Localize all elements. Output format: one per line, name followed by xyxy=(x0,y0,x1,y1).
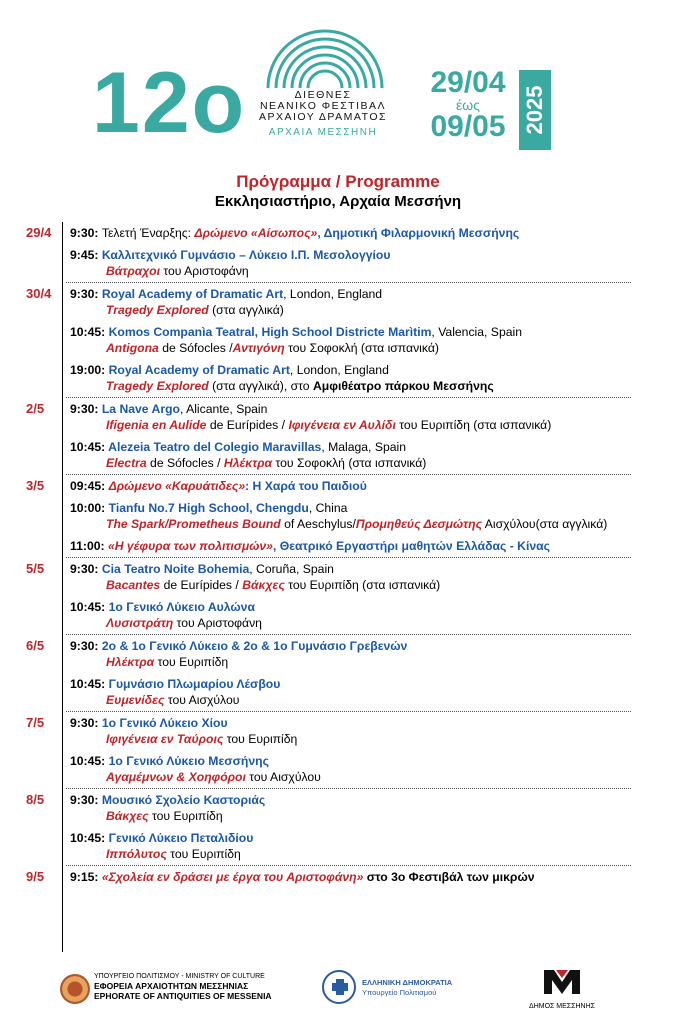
event-play-line xyxy=(70,654,631,670)
day-block xyxy=(26,558,631,635)
schedule-event xyxy=(66,436,631,474)
event-text: Βάκχες xyxy=(106,809,149,823)
event-play-line xyxy=(70,455,631,471)
event-line xyxy=(70,478,631,494)
ephorate-english: EPHORATE OF ANTIQUITIES OF MESSENIA xyxy=(94,991,272,1001)
schedule-event xyxy=(66,535,631,557)
event-play-line xyxy=(70,846,631,862)
schedule-event xyxy=(66,398,631,436)
event-text: The Spark/Prometheus Bound xyxy=(106,517,281,531)
event-text: Αγαμέμνων & Χοηφόροι xyxy=(106,770,246,784)
event-text: Electra xyxy=(106,456,147,470)
event-text: , Δημοτική Φιλαρμονική Μεσσήνης xyxy=(317,226,520,240)
festival-header xyxy=(0,0,676,160)
event-text: Alezeia Teatro del Colegio Maravillas xyxy=(108,440,322,454)
festival-dates xyxy=(416,68,520,142)
event-line xyxy=(70,792,631,808)
event-play-line xyxy=(70,302,631,318)
event-text: 11:00: xyxy=(70,539,108,553)
schedule-event xyxy=(66,359,631,397)
event-text: 1ο Γενικό Λύκειο Αυλώνα xyxy=(108,600,255,614)
event-line xyxy=(70,324,631,340)
day-block xyxy=(26,635,631,712)
event-text: στο 3ο Φεστιβάλ των μικρών xyxy=(363,870,535,884)
event-text: 9:15: xyxy=(70,870,102,884)
event-text: Antigona xyxy=(106,341,159,355)
event-text: του Ευριπίδη xyxy=(154,655,229,669)
schedule-event xyxy=(66,750,631,788)
day-label: 8/5 xyxy=(26,792,45,807)
edition-number: 12ο xyxy=(92,55,247,151)
event-text: του Ευριπίδη (στα ισπανικά) xyxy=(395,418,552,432)
event-text: Δρώμενο «Καρυάτιδες» xyxy=(108,479,246,493)
event-text: 9:30: xyxy=(70,793,102,807)
schedule-event xyxy=(66,789,631,827)
festival-line-2: ΝΕΑΝΙΚΟ ΦΕΣΤΙΒΑΛ xyxy=(259,100,387,112)
event-text: «Σχολεία εν δράσει με έργα του Αριστοφάνη» xyxy=(101,870,364,884)
schedule-event xyxy=(66,827,631,865)
event-text: του Αισχύλου xyxy=(245,770,321,784)
event-text: Αμφιθέατρο πάρκου Μεσσήνης xyxy=(312,379,494,393)
event-play-line xyxy=(70,417,631,433)
event-text: του Αριστοφάνη xyxy=(173,616,262,630)
event-text: of Aeschylus/ xyxy=(280,517,356,531)
event-text: Ιφιγένεια εν Ταύροις xyxy=(106,732,224,746)
event-text: La Nave Argo xyxy=(101,402,180,416)
ephorate-seal-icon xyxy=(60,974,90,1004)
day-block xyxy=(26,712,631,789)
schedule-event xyxy=(66,321,631,359)
event-text: (στα αγγλικά), στο xyxy=(208,379,313,393)
event-text: , China xyxy=(308,501,348,515)
programme-title: Πρόγραμμα / Programme xyxy=(236,172,440,191)
event-text: Γυμνάσιο Πλωμαρίου Λέσβου xyxy=(108,677,281,691)
event-text: «Η γέφυρα των πολιτισμών» xyxy=(107,539,273,553)
event-text: , Θεατρικό Εργαστήρι μαθητών Ελλάδας - Κίνας xyxy=(272,539,550,553)
event-line xyxy=(70,225,631,241)
event-play-line xyxy=(70,340,631,356)
event-text: 9:30: xyxy=(70,402,102,416)
day-block xyxy=(26,398,631,475)
event-text: 19:00: xyxy=(70,363,109,377)
event-play-line xyxy=(70,378,631,394)
event-text: Ηλέκτρα xyxy=(223,456,273,470)
event-text: 9:30: xyxy=(70,562,102,576)
event-text: του Ευριπίδη xyxy=(166,847,241,861)
event-line xyxy=(70,439,631,455)
event-text: 10:45: xyxy=(70,440,109,454)
schedule-event xyxy=(66,712,631,750)
event-text: Βάκχες xyxy=(242,578,285,592)
day-block xyxy=(26,866,631,888)
event-line xyxy=(70,500,631,516)
day-label: 7/5 xyxy=(26,715,45,730)
ministry-greek: Υπουργείο Πολιτισμού xyxy=(362,988,437,997)
event-text: de Sófocles / xyxy=(158,341,233,355)
event-text: Βάτραχοι xyxy=(106,264,160,278)
event-text: Ιφιγένεια εν Αυλίδι xyxy=(288,418,396,432)
day-label: 5/5 xyxy=(26,561,45,576)
event-text: 10:00: xyxy=(70,501,109,515)
festival-name xyxy=(248,90,398,138)
schedule-event xyxy=(66,244,631,282)
event-text: , London, England xyxy=(283,287,383,301)
event-text: , Malaga, Spain xyxy=(321,440,407,454)
event-text: του Σοφοκλή (στα ισπανικά) xyxy=(284,341,439,355)
event-text: 09:45: xyxy=(70,479,109,493)
date-separator: έως xyxy=(456,97,480,113)
event-text: (στα αγγλικά) xyxy=(208,303,284,317)
event-line xyxy=(70,676,631,692)
day-label: 30/4 xyxy=(26,286,52,301)
schedule-event xyxy=(66,475,631,497)
day-label: 6/5 xyxy=(26,638,45,653)
event-text: Αισχύλου(στα αγγλικά) xyxy=(482,517,608,531)
event-text: 9:30: xyxy=(70,716,102,730)
event-play-line xyxy=(70,808,631,824)
municipality-logo xyxy=(522,968,602,1010)
event-line xyxy=(70,830,631,846)
date-from: 29/04 xyxy=(430,66,506,99)
footer-logos xyxy=(0,962,676,1024)
event-text: : Η Χαρά του Παιδιού xyxy=(245,479,367,493)
event-text: Ευμενίδες xyxy=(106,693,165,707)
event-text: του Αριστοφάνη xyxy=(159,264,249,278)
year-badge xyxy=(519,70,551,150)
event-play-line xyxy=(70,577,631,593)
schedule-event xyxy=(66,558,631,596)
year-text: 2025 xyxy=(522,85,547,135)
event-text: 9:45: xyxy=(70,248,102,262)
day-label: 9/5 xyxy=(26,869,45,884)
event-line xyxy=(70,599,631,615)
event-play-line xyxy=(70,263,631,279)
event-text: , London, England xyxy=(289,363,389,377)
event-line xyxy=(70,638,631,654)
schedule-event xyxy=(66,222,631,244)
event-play-line xyxy=(70,615,631,631)
event-text: 10:45: xyxy=(70,325,109,339)
festival-line-3: ΑΡΧΑΙΟΥ ΔΡΑΜΑΤΟΣ xyxy=(258,111,387,123)
event-text: Προμηθεύς Δεσμώτης xyxy=(355,517,483,531)
schedule-event xyxy=(66,596,631,634)
event-play-line xyxy=(70,769,631,785)
event-text: , Alicante, Spain xyxy=(179,402,268,416)
event-text: Αντιγόνη xyxy=(232,341,285,355)
schedule-event xyxy=(66,673,631,711)
event-text: Royal Academy of Dramatic Art xyxy=(101,287,284,301)
event-line xyxy=(70,561,631,577)
event-text: 10:45: xyxy=(70,831,109,845)
event-text: de Eurípides / xyxy=(206,418,289,432)
schedule-event xyxy=(66,866,631,888)
event-text: Ifigenia en Aulide xyxy=(106,418,207,432)
event-text: Tianfu No.7 High School, Chengdu xyxy=(108,501,309,515)
schedule-event xyxy=(66,497,631,535)
event-line xyxy=(70,247,631,263)
event-line xyxy=(70,869,631,885)
festival-logo-icon xyxy=(262,26,388,90)
event-text: του Σοφοκλή (στα ισπανικά) xyxy=(272,456,427,470)
event-text: Tragedy Explored xyxy=(106,303,209,317)
event-line xyxy=(70,362,631,378)
day-label: 29/4 xyxy=(26,225,52,240)
date-to: 09/05 xyxy=(430,110,506,143)
event-play-line xyxy=(70,731,631,747)
festival-town: ΑΡΧΑΙΑ ΜΕΣΣΗΝΗ xyxy=(268,127,378,138)
event-text: 9:30: xyxy=(70,639,102,653)
day-block xyxy=(26,475,631,558)
event-text: Τελετή Έναρξης: xyxy=(101,226,195,240)
event-line xyxy=(70,753,631,769)
ephorate-greek: ΕΦΟΡΕΙΑ ΑΡΧΑΙΟΤΗΤΩΝ ΜΕΣΣΗΝΙΑΣ xyxy=(94,981,249,991)
event-text: Δρώμενο «Αίσωπος» xyxy=(194,226,318,240)
event-text: Cia Teatro Noite Bohemia xyxy=(101,562,250,576)
republic-name: ΕΛΛΗΝΙΚΗ ΔΗΜΟΚΡΑΤΙΑ xyxy=(362,978,453,987)
programme-venue: Εκκλησιαστήριο, Αρχαία Μεσσήνη xyxy=(214,193,462,210)
event-text: Ηλέκτρα xyxy=(106,655,155,669)
schedule xyxy=(0,222,676,888)
schedule-event xyxy=(66,635,631,673)
event-line xyxy=(70,715,631,731)
day-label: 2/5 xyxy=(26,401,45,416)
event-text: Ιππόλυτος xyxy=(106,847,167,861)
event-play-line xyxy=(70,692,631,708)
event-line xyxy=(70,286,631,302)
municipality-emblem-icon xyxy=(542,968,582,996)
event-text: 9:30: xyxy=(70,226,102,240)
event-text: Καλλιτεχνικό Γυμνάσιο – Λύκειο Ι.Π. Μεσολογγίου xyxy=(101,248,391,262)
day-label: 3/5 xyxy=(26,478,45,493)
event-text: Royal Academy of Dramatic Art xyxy=(108,363,290,377)
event-text: 10:45: xyxy=(70,677,109,691)
event-line xyxy=(70,538,631,554)
ministry-line: ΥΠΟΥΡΓΕΙΟ ΠΟΛΙΤΙΣΜΟΥ - MINISTRY OF CULTURE xyxy=(94,973,265,980)
event-text: του Ευριπίδη xyxy=(223,732,298,746)
greek-emblem-icon xyxy=(322,970,356,1004)
event-text: του Αισχύλου xyxy=(164,693,240,707)
schedule-event xyxy=(66,283,631,321)
event-text: του Ευριπίδη xyxy=(148,809,223,823)
event-text: 10:45: xyxy=(70,754,109,768)
event-text: 1ο Γενικό Λύκειο Χίου xyxy=(101,716,228,730)
event-text: του Ευριπίδη (στα ισπανικά) xyxy=(284,578,441,592)
event-text: Bacantes xyxy=(106,578,161,592)
event-text: 9:30: xyxy=(70,287,102,301)
event-text: Λυσιστράτη xyxy=(106,616,174,630)
event-text: 2ο & 1ο Γενικό Λύκειο & 2ο & 1ο Γυμνάσιο Γρεβενών xyxy=(101,639,408,653)
festival-line-1: ΔΙΕΘΝΕΣ xyxy=(294,89,352,101)
event-text: Μουσικό Σχολείο Καστοριάς xyxy=(101,793,266,807)
event-text: de Eurípides / xyxy=(160,578,243,592)
event-text: 10:45: xyxy=(70,600,109,614)
day-block xyxy=(26,222,631,283)
day-block xyxy=(26,283,631,398)
event-text: de Sófocles / xyxy=(146,456,224,470)
event-text: , Valencia, Spain xyxy=(431,325,522,339)
event-line xyxy=(70,401,631,417)
event-text: Tragedy Explored xyxy=(106,379,209,393)
event-play-line xyxy=(70,516,631,532)
event-text: Γενικό Λύκειο Πεταλιδίου xyxy=(108,831,254,845)
event-text: Komos Companìa Teatral, High School Districte Marìtim xyxy=(108,325,432,339)
event-text: , Coruña, Spain xyxy=(249,562,334,576)
day-block xyxy=(26,789,631,866)
event-text: 1ο Γενικό Λύκειο Μεσσήνης xyxy=(108,754,269,768)
municipality-name: ΔΗΜΟΣ ΜΕΣΣΗΝΗΣ xyxy=(529,1003,595,1010)
